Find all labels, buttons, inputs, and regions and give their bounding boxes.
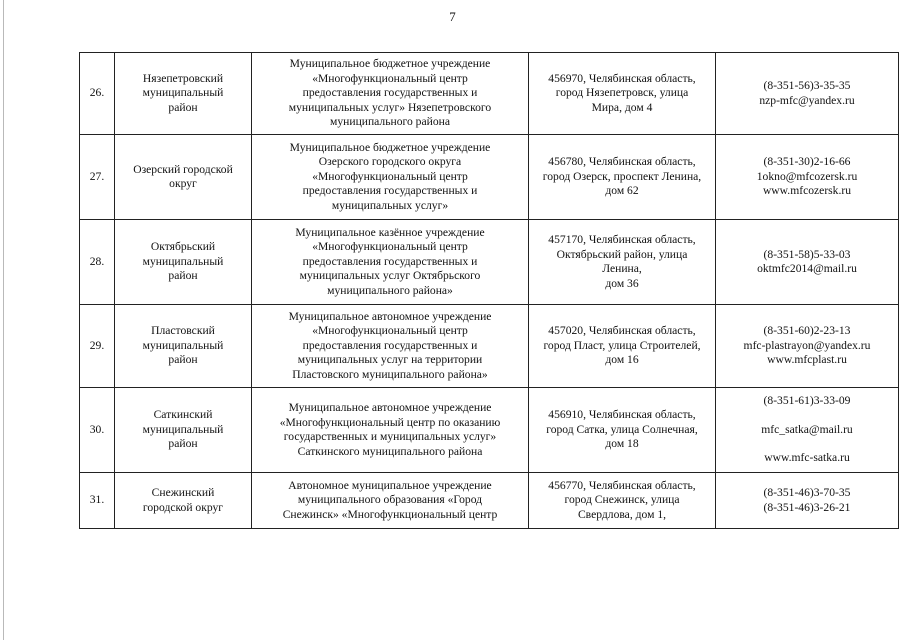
- institution-line: муниципального района»: [327, 283, 453, 297]
- cell-row-number: 31.: [80, 473, 115, 529]
- cell-institution: [252, 473, 529, 529]
- contacts-line: nzp-mfc@yandex.ru: [759, 93, 855, 107]
- area-line: район: [168, 437, 198, 451]
- address-line: город Нязепетровск, улица: [555, 86, 689, 100]
- institution-line: Муниципальное казённое учреждение: [295, 225, 485, 239]
- area-line: Пластовский: [151, 324, 215, 338]
- institution-line: «Многофункциональный центр: [312, 240, 468, 254]
- area-line: Озерский городской: [133, 162, 233, 176]
- address-line: 457020, Челябинская область,: [548, 324, 696, 338]
- contacts-line: 1okno@mfcozersk.ru: [756, 169, 858, 183]
- contacts-line: (8-351-46)3-70-35: [763, 486, 851, 499]
- address-line: дом 18: [605, 437, 639, 451]
- institution-line: Пластовского муниципального района»: [292, 367, 488, 381]
- cell-institution: [252, 53, 529, 135]
- area-line: округ: [169, 177, 197, 190]
- institution-line: предоставления государственных и: [302, 86, 478, 100]
- area-line: муниципальный: [142, 254, 224, 268]
- area-line: район: [168, 100, 198, 114]
- institution-line: Муниципальное автономное учреждение: [288, 309, 492, 323]
- contacts-line: (8-351-46)3-26-21: [763, 500, 851, 514]
- contacts-line: mfc_satka@mail.ru: [761, 422, 853, 436]
- institution-line: «Многофункциональный центр: [312, 169, 468, 183]
- cell-contacts: [716, 135, 899, 220]
- cell-area: [115, 305, 252, 388]
- address-line: Мира, дом 4: [591, 100, 653, 114]
- cell-row-number: 26.: [80, 53, 115, 135]
- area-line: Саткинский: [153, 408, 213, 422]
- area-line: муниципальный: [142, 338, 224, 352]
- contacts-line: oktmfc2014@mail.ru: [757, 262, 857, 275]
- institution-line: муниципального образования «Город: [297, 493, 483, 507]
- cell-address: [529, 305, 716, 388]
- address-line: город Сатка, улица Солнечная,: [546, 422, 698, 436]
- page-left-edge-line: [3, 0, 4, 640]
- cell-address: [529, 473, 716, 529]
- contacts-line: (8-351-60)2-23-13: [763, 324, 851, 338]
- institution-line: муниципальных услуг Октябрьского: [299, 269, 481, 283]
- blank-line: [719, 409, 895, 423]
- cell-address: [529, 388, 716, 473]
- institution-line: Автономное муниципальное учреждение: [288, 478, 492, 492]
- contacts-line: (8-351-30)2-16-66: [763, 155, 851, 169]
- institution-line: Саткинского муниципального района: [297, 444, 483, 458]
- cell-contacts: [716, 220, 899, 305]
- table-row: [80, 135, 899, 220]
- cell-address: [529, 220, 716, 305]
- contacts-line: (8-351-61)3-33-09: [763, 394, 851, 408]
- address-line: Ленина,: [602, 262, 642, 275]
- cell-area: [115, 53, 252, 135]
- area-line: муниципальный: [142, 422, 224, 436]
- contacts-line: www.mfcozersk.ru: [762, 184, 852, 198]
- cell-contacts: [716, 473, 899, 529]
- address-line: Свердлова, дом 1,: [577, 507, 667, 521]
- cell-institution: [252, 220, 529, 305]
- cell-address: [529, 135, 716, 220]
- cell-institution: [252, 388, 529, 473]
- area-line: Октябрьский: [150, 240, 216, 254]
- table-row: [80, 53, 899, 135]
- cell-row-number: 29.: [80, 305, 115, 388]
- cell-contacts: [716, 305, 899, 388]
- institution-line: предоставления государственных и: [302, 338, 478, 352]
- address-line: 456770, Челябинская область,: [548, 478, 696, 492]
- cell-row-number: 27.: [80, 135, 115, 220]
- table-row: [80, 220, 899, 305]
- contacts-line: www.mfc-satka.ru: [764, 451, 850, 465]
- address-line: дом 16: [605, 353, 639, 367]
- address-line: 456970, Челябинская область,: [548, 71, 696, 85]
- cell-area: [115, 388, 252, 473]
- contacts-line: www.mfcplast.ru: [767, 353, 847, 367]
- area-line: Нязепетровский: [142, 71, 224, 85]
- cell-institution: [252, 135, 529, 220]
- page-number: 7: [449, 9, 456, 24]
- institution-line: предоставления государственных и: [302, 254, 478, 268]
- institution-line: муниципальных услуг»: [331, 198, 449, 212]
- institution-line: «Многофункциональный центр по оказанию: [279, 415, 501, 429]
- cell-address: [529, 53, 716, 135]
- cell-row-number: 30.: [80, 388, 115, 473]
- institution-line: муниципального района: [330, 115, 450, 129]
- address-line: город Снежинск, улица: [564, 493, 680, 507]
- institution-line: Муниципальное бюджетное учреждение: [289, 57, 491, 71]
- address-line: 457170, Челябинская область,: [548, 233, 696, 246]
- table-row: [80, 305, 899, 388]
- contacts-line: (8-351-56)3-35-35: [763, 79, 851, 92]
- institution-line: государственных и муниципальных услуг»: [283, 430, 497, 443]
- contacts-line: (8-351-58)5-33-03: [763, 247, 851, 261]
- institution-line: муниципальных услуг» Нязепетровского: [288, 100, 492, 114]
- cell-area: [115, 220, 252, 305]
- institution-line: «Многофункциональный центр: [312, 71, 468, 85]
- address-line: дом 62: [605, 184, 639, 198]
- institution-line: муниципальных услуг на территории: [297, 353, 483, 367]
- area-line: район: [168, 269, 198, 283]
- table-row: [80, 388, 899, 473]
- address-line: 456910, Челябинская область,: [548, 408, 696, 422]
- address-line: город Озерск, проспект Ленина,: [542, 169, 702, 183]
- area-line: Снежинский: [151, 486, 215, 499]
- contacts-line: mfc-plastrayon@yandex.ru: [743, 338, 871, 352]
- address-line: дом 36: [605, 276, 639, 290]
- cell-row-number: 28.: [80, 220, 115, 305]
- institution-line: предоставления государственных и: [302, 184, 478, 198]
- institution-line: Муниципальное автономное учреждение: [288, 401, 492, 414]
- blank-line: [719, 437, 895, 451]
- institution-line: Снежинск» «Многофункциональный центр: [282, 507, 498, 521]
- mfc-registry-table: [79, 52, 899, 529]
- institution-line: Муниципальное бюджетное учреждение: [289, 140, 491, 154]
- address-line: город Пласт, улица Строителей,: [543, 338, 701, 352]
- institution-line: «Многофункциональный центр: [312, 324, 468, 338]
- cell-institution: [252, 305, 529, 388]
- area-line: городской округ: [142, 500, 224, 514]
- cell-area: [115, 473, 252, 529]
- cell-contacts: [716, 388, 899, 473]
- institution-line: Озерского городского округа: [318, 155, 462, 169]
- area-line: муниципальный: [142, 86, 224, 100]
- area-line: район: [168, 353, 198, 367]
- address-line: Октябрьский район, улица: [556, 247, 688, 261]
- cell-contacts: [716, 53, 899, 135]
- table-row: [80, 473, 899, 529]
- cell-area: [115, 135, 252, 220]
- address-line: 456780, Челябинская область,: [548, 155, 696, 169]
